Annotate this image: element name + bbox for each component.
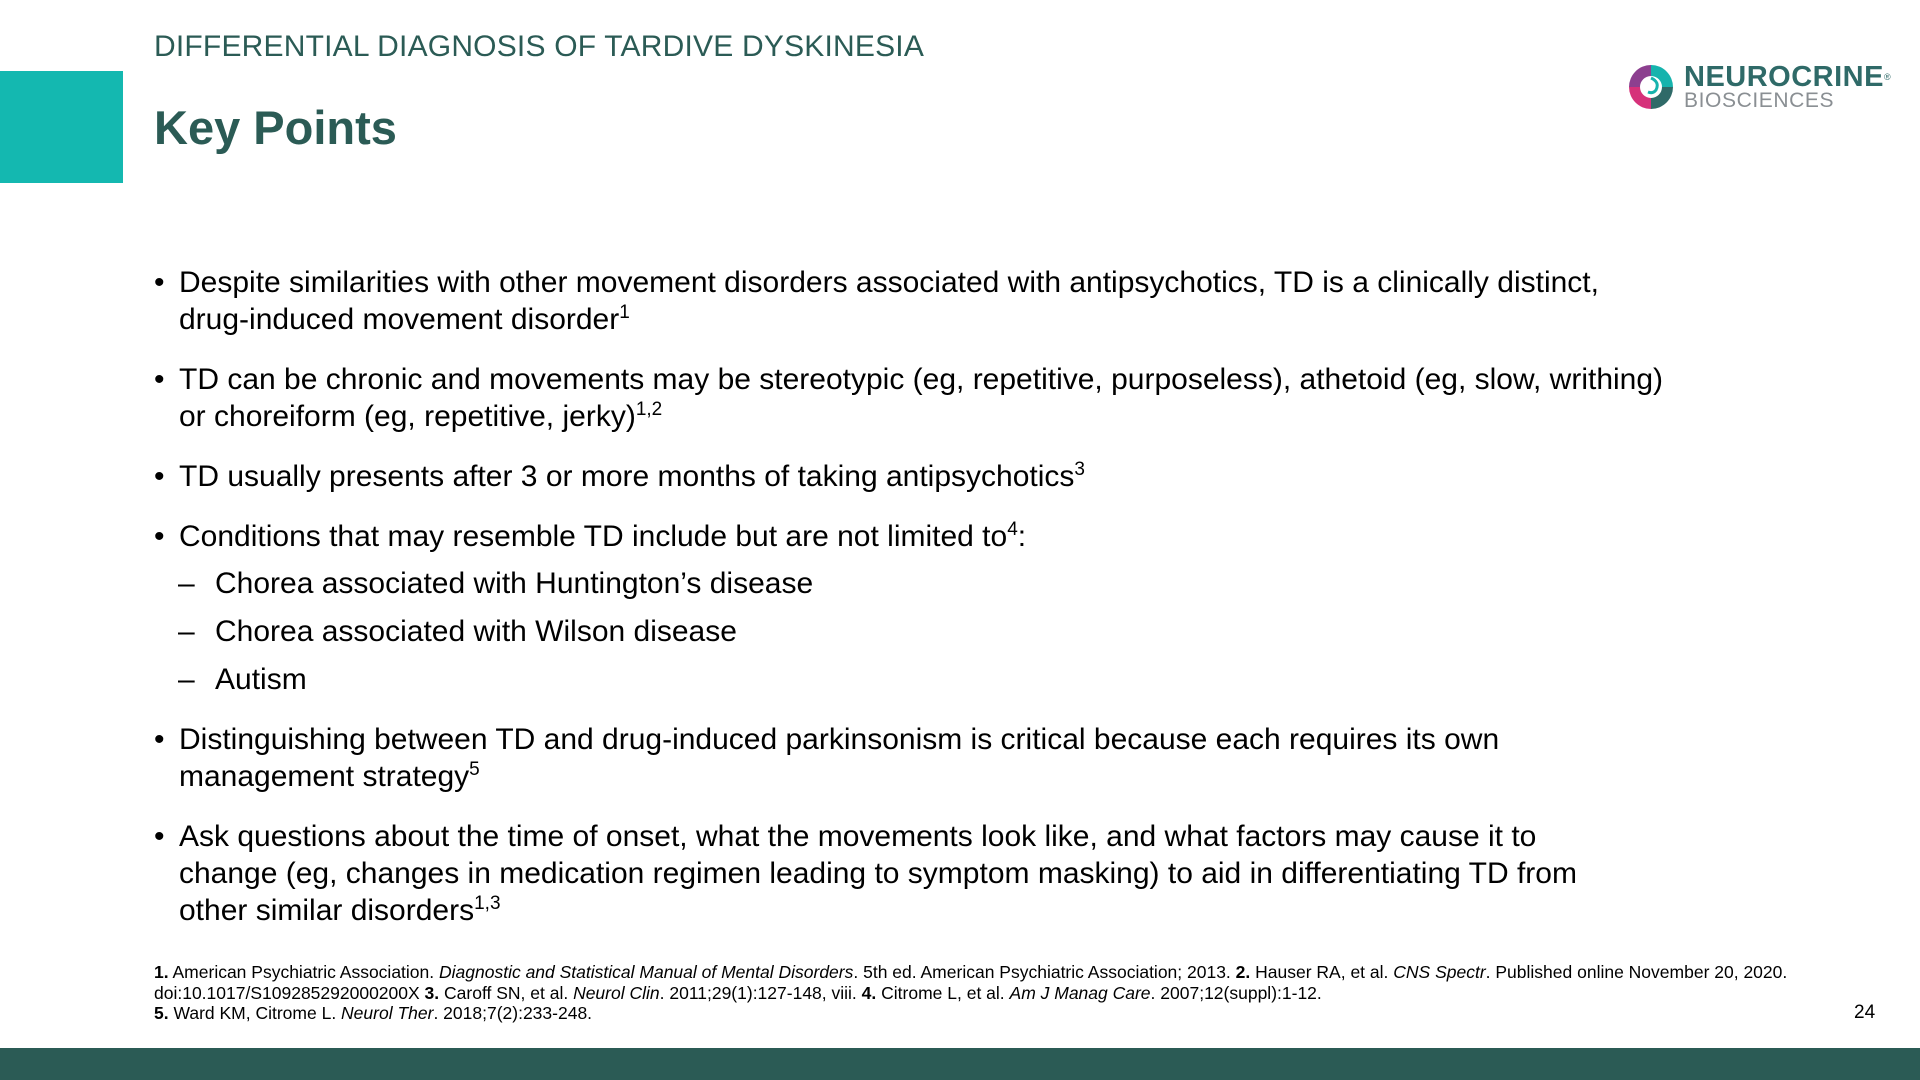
sub-bullet-item: – Chorea associated with Wilson disease [178, 615, 737, 648]
neurocrine-swirl-logo-icon [1626, 62, 1676, 112]
bullet-dot: • [154, 266, 165, 299]
neurocrine-logo [1626, 62, 1891, 118]
bullet-item: • TD usually presents after 3 or more months of taking antipsychotics$^3$ [154, 459, 1085, 493]
page-number: 24 [1854, 1002, 1876, 1023]
sub-bullet-dash: – [178, 663, 195, 696]
bullet-item: • Ask questions about the time of onset, what the movements look like, and what factors may cause it to change (eg, changes in medication regimen leading to symptom masking) to aid in differentiating TD from other similar disorders$^{1,3}$ [154, 820, 1577, 927]
page-title: Key Points [154, 101, 397, 154]
references: 1. American Psychiatric Association. Diagnostic and Statistical Manual of Mental Disorders. 5th ed. American Psychiatric Association; 2013. 2. Hauser RA, et al. CNS Spectr. Published online November 20, 2020. doi:10.1017/S109285292000200X 3. Caroff SN, et al. Neurol Clin. 2011;29(1):127-148, viii. 4. Citrome L, et al. Am J Manag Care. 2007;12(suppl):1-12. 5. Ward KM, Citrome L. Neurol Ther. 2018;7(2):233-248. [154, 962, 1788, 1023]
section-eyebrow: DIFFERENTIAL DIAGNOSIS OF TARDIVE DYSKINESIA [154, 30, 925, 63]
bullet-dot: • [154, 820, 165, 853]
bullet-item: • Distinguishing between TD and drug-induced parkinsonism is critical because each requires its own management strategy$^5$ [154, 723, 1500, 793]
bullet-dot: • [154, 520, 165, 553]
sub-bullet-item: – Chorea associated with Huntington’s disease [178, 567, 814, 600]
key-points-list [154, 264, 1794, 952]
bullet-item: • Conditions that may resemble TD include but are not limited $to^4$: [154, 519, 1027, 553]
teal-accent-block [0, 71, 123, 183]
footer-bar [0, 1048, 1920, 1080]
bullet-dot: • [154, 363, 165, 396]
bullet-item: • Despite similarities with other movement disorders associated with antipsychotics, TD is a clinically distinct, drug-induced movement disorder$^1$ [154, 266, 1599, 336]
logo-subtitle: BIOSCIENCES [1684, 89, 1835, 112]
bullet-dot: • [154, 723, 165, 756]
bullet-item: • TD can be chronic and movements may be stereotypic (eg, repetitive, purposeless), athetoid (eg, slow, writhing) or choreiform (eg, repetitive, jerky)$^{1,2}$ [154, 363, 1664, 433]
bullet-dot: • [154, 460, 165, 493]
sub-bullet-dash: – [178, 615, 195, 648]
sub-bullet-item: – Autism [178, 663, 307, 696]
logo-wordmark: NEUROCRINE® [1684, 61, 1892, 93]
sub-bullet-dash: – [178, 567, 195, 600]
